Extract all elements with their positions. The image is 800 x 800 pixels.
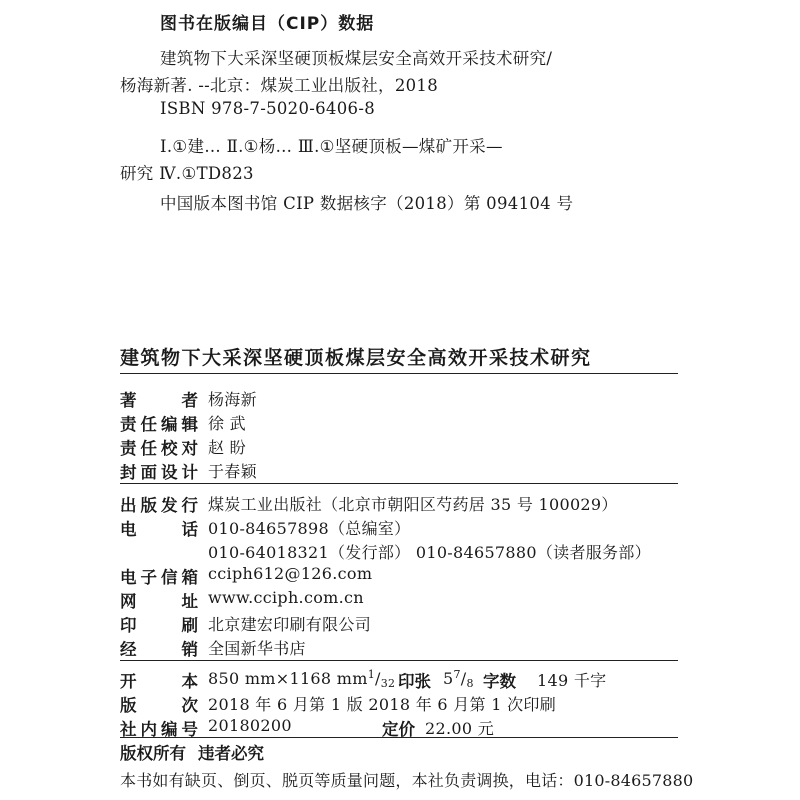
cip-line-record-number: 中国版本图书馆 CIP 数据核字（2018）第 094104 号 xyxy=(160,194,574,213)
phone-value-1: 010-84657898（总编室） xyxy=(208,519,411,538)
divider-rule xyxy=(120,373,678,374)
edition-label: 版次 xyxy=(120,696,198,715)
cip-line-classification-cont: 研究 Ⅳ.①TD823 xyxy=(120,164,254,183)
printer-value: 北京建宏印刷有限公司 xyxy=(208,615,372,634)
internal-value: 20180200 xyxy=(208,716,292,735)
credit-value: 于春颖 xyxy=(208,462,257,481)
cip-line-title: 建筑物下大采深坚硬顶板煤层安全高效开采技术研究/ xyxy=(160,49,553,68)
distributor-label: 经销 xyxy=(120,640,198,659)
sheets-sup: 7 xyxy=(453,668,461,681)
distributor-value: 全国新华书店 xyxy=(208,639,306,658)
publisher-label: 出版发行 xyxy=(120,496,198,515)
sheets-main: 5 xyxy=(443,669,454,688)
format-size-main: 850 mm×1168 mm xyxy=(208,669,368,688)
cip-line-author: 杨海新著. --北京：煤炭工业出版社，2018 xyxy=(120,76,439,95)
format-label: 开本 xyxy=(120,672,198,691)
format-size: 850 mm×1168 $mm^1/_{32}$ xyxy=(208,668,396,690)
website-label: 网址 xyxy=(120,592,198,611)
printer-label: 印刷 xyxy=(120,616,198,635)
credit-label: 著者 xyxy=(120,391,198,410)
price-value: 22.00 元 xyxy=(425,719,494,738)
copyright-heading xyxy=(120,740,264,764)
divider-rule xyxy=(120,483,678,484)
website-value: www.cciph.com.cn xyxy=(208,588,364,607)
sheets-sub: 8 xyxy=(466,677,474,690)
credit-value: 杨海新 xyxy=(208,390,257,409)
sheets-label: 印张 xyxy=(398,672,431,691)
credit-value: 赵 盼 xyxy=(208,438,246,457)
book-title: 建筑物下大采深坚硬顶板煤层安全高效开采技术研究 xyxy=(120,347,592,369)
email-label: 电子信箱 xyxy=(120,568,198,587)
cip-line-isbn: ISBN 978-7-5020-6406-8 xyxy=(160,99,376,118)
cip-line-classification: Ⅰ.①建… Ⅱ.①杨… Ⅲ.①坚硬顶板—煤矿开采— xyxy=(160,137,503,156)
price-label: 定价 xyxy=(382,720,415,739)
words-value: 149 千字 xyxy=(537,671,607,690)
credit-label: 责任校对 xyxy=(120,439,198,458)
cip-heading: 图书在版编目（CIP）数据 xyxy=(160,14,375,34)
phone-value-2: 010-64018321（发行部） 010-84657880（读者服务部） xyxy=(208,543,651,562)
divider-rule xyxy=(120,737,678,738)
copyright-rights: 版权所有 xyxy=(120,744,186,763)
credit-label: 责任编辑 xyxy=(120,415,198,434)
divider-rule xyxy=(120,660,678,661)
copyright-violation: 违者必究 xyxy=(198,744,264,763)
credit-label: 封面设计 xyxy=(120,463,198,482)
words-label: 字数 xyxy=(483,672,516,691)
email-value: cciph612@126.com xyxy=(208,564,373,583)
credit-value: 徐 武 xyxy=(208,414,246,433)
publisher-value: 煤炭工业出版社（北京市朝阳区芍药居 35 号 100029） xyxy=(208,495,618,514)
copyright-notice: 本书如有缺页、倒页、脱页等质量问题，本社负责调换，电话：010-84657880 xyxy=(120,771,694,790)
edition-value: 2018 年 6 月第 1 版 2018 年 6 月第 1 次印刷 xyxy=(208,695,557,714)
internal-label: 社内编号 xyxy=(120,720,198,739)
format-size-sub: 32 xyxy=(380,677,396,690)
phone-label: 电话 xyxy=(120,520,198,539)
sheets-value: $5^7/_8$ xyxy=(443,668,474,690)
format-size-sup: 1 xyxy=(367,668,376,681)
